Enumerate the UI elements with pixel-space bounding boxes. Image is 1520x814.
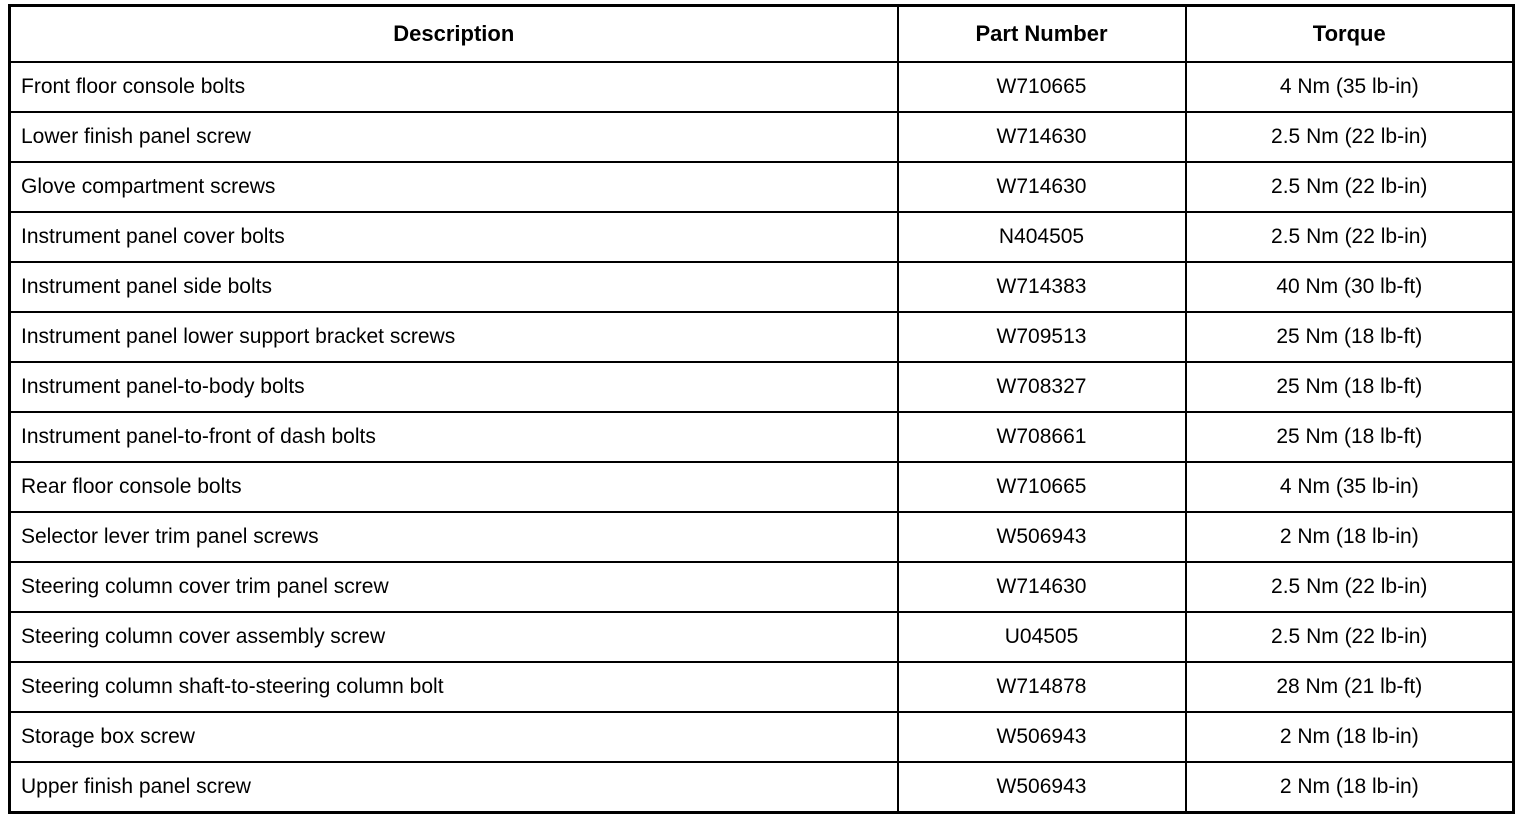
cell-part-number: W714630	[898, 162, 1186, 212]
cell-torque: 28 Nm (21 lb-ft)	[1186, 662, 1514, 712]
cell-part-number: W506943	[898, 762, 1186, 813]
cell-torque: 4 Nm (35 lb-in)	[1186, 462, 1514, 512]
cell-torque: 2 Nm (18 lb-in)	[1186, 512, 1514, 562]
cell-description: Front floor console bolts	[10, 62, 898, 112]
cell-description: Instrument panel-to-front of dash bolts	[10, 412, 898, 462]
table-row	[10, 712, 1514, 762]
cell-part-number: N404505	[898, 212, 1186, 262]
cell-torque: 25 Nm (18 lb-ft)	[1186, 362, 1514, 412]
cell-description: Rear floor console bolts	[10, 462, 898, 512]
table-body	[10, 62, 1514, 813]
cell-part-number: W714630	[898, 112, 1186, 162]
cell-description: Instrument panel-to-body bolts	[10, 362, 898, 412]
cell-description: Steering column cover assembly screw	[10, 612, 898, 662]
table-header-row	[10, 6, 1514, 63]
table-row	[10, 112, 1514, 162]
cell-description: Glove compartment screws	[10, 162, 898, 212]
cell-part-number: W710665	[898, 462, 1186, 512]
table-row	[10, 512, 1514, 562]
cell-torque: 25 Nm (18 lb-ft)	[1186, 312, 1514, 362]
cell-torque: 25 Nm (18 lb-ft)	[1186, 412, 1514, 462]
table-row	[10, 412, 1514, 462]
cell-torque: 2 Nm (18 lb-in)	[1186, 762, 1514, 813]
table-header	[10, 6, 1514, 63]
cell-torque: 40 Nm (30 lb-ft)	[1186, 262, 1514, 312]
table-row	[10, 662, 1514, 712]
cell-description: Steering column cover trim panel screw	[10, 562, 898, 612]
cell-part-number: W708327	[898, 362, 1186, 412]
cell-description: Lower finish panel screw	[10, 112, 898, 162]
cell-part-number: W506943	[898, 512, 1186, 562]
cell-description: Instrument panel lower support bracket screws	[10, 312, 898, 362]
cell-description: Selector lever trim panel screws	[10, 512, 898, 562]
column-header-part-number: Part Number	[898, 6, 1186, 63]
cell-torque: 2.5 Nm (22 lb-in)	[1186, 562, 1514, 612]
cell-part-number: W710665	[898, 62, 1186, 112]
table-row	[10, 62, 1514, 112]
torque-specifications-table	[8, 4, 1515, 814]
cell-torque: 2.5 Nm (22 lb-in)	[1186, 612, 1514, 662]
cell-torque: 2.5 Nm (22 lb-in)	[1186, 212, 1514, 262]
column-header-torque: Torque	[1186, 6, 1514, 63]
cell-description: Upper finish panel screw	[10, 762, 898, 813]
cell-torque: 2.5 Nm (22 lb-in)	[1186, 162, 1514, 212]
table-row	[10, 362, 1514, 412]
table-row	[10, 562, 1514, 612]
cell-description: Storage box screw	[10, 712, 898, 762]
cell-part-number: U04505	[898, 612, 1186, 662]
cell-torque: 2 Nm (18 lb-in)	[1186, 712, 1514, 762]
cell-description: Steering column shaft-to-steering column bolt	[10, 662, 898, 712]
column-header-description: Description	[10, 6, 898, 63]
cell-part-number: W714878	[898, 662, 1186, 712]
cell-part-number: W709513	[898, 312, 1186, 362]
cell-part-number: W708661	[898, 412, 1186, 462]
cell-torque: 2.5 Nm (22 lb-in)	[1186, 112, 1514, 162]
table-row	[10, 612, 1514, 662]
cell-description: Instrument panel cover bolts	[10, 212, 898, 262]
table-row	[10, 312, 1514, 362]
table-row	[10, 212, 1514, 262]
cell-torque: 4 Nm (35 lb-in)	[1186, 62, 1514, 112]
cell-description: Instrument panel side bolts	[10, 262, 898, 312]
cell-part-number: W506943	[898, 712, 1186, 762]
cell-part-number: W714383	[898, 262, 1186, 312]
cell-part-number: W714630	[898, 562, 1186, 612]
table-row	[10, 462, 1514, 512]
table-row	[10, 762, 1514, 813]
table-row	[10, 162, 1514, 212]
table-row	[10, 262, 1514, 312]
